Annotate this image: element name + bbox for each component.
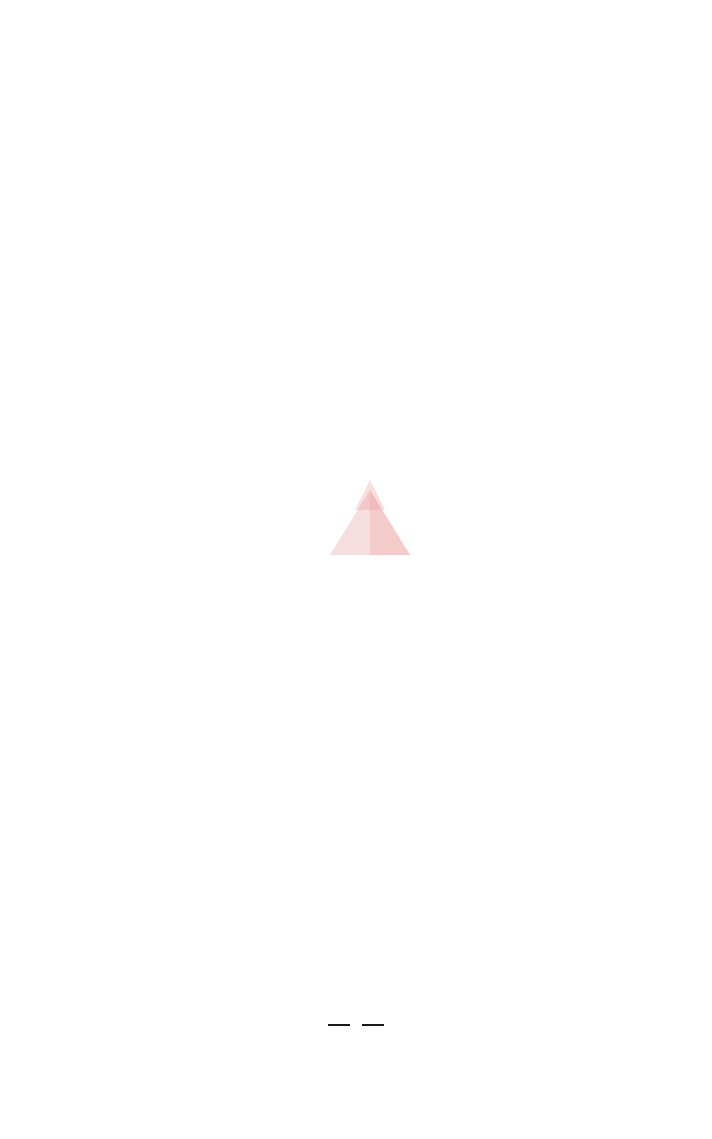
text-line [52, 724, 614, 762]
text-line [52, 443, 614, 481]
text-line [52, 481, 614, 519]
text-line [52, 762, 614, 800]
text-line [52, 368, 614, 406]
text-line [52, 874, 614, 912]
text-line [52, 799, 614, 837]
paragraph-2 [52, 293, 614, 706]
text-line [52, 556, 614, 594]
page-number-dash-left [362, 1024, 384, 1026]
text-line [52, 240, 614, 278]
page-number-dash-right [328, 1024, 350, 1026]
text-line [52, 518, 614, 556]
text-line [52, 668, 614, 706]
paragraph-1 [52, 90, 614, 278]
text-line [52, 128, 614, 166]
paragraph-3 [52, 724, 614, 1024]
text-line [52, 90, 614, 128]
text-line [52, 293, 614, 331]
text-line [52, 912, 614, 950]
text-line [52, 165, 614, 203]
text-line [52, 837, 614, 875]
text-line [52, 949, 614, 987]
text-line [52, 331, 614, 369]
text-line [52, 406, 614, 444]
text-line [52, 593, 614, 631]
text-line [52, 631, 614, 669]
page-number [306, 1014, 406, 1033]
text-line [52, 203, 614, 241]
